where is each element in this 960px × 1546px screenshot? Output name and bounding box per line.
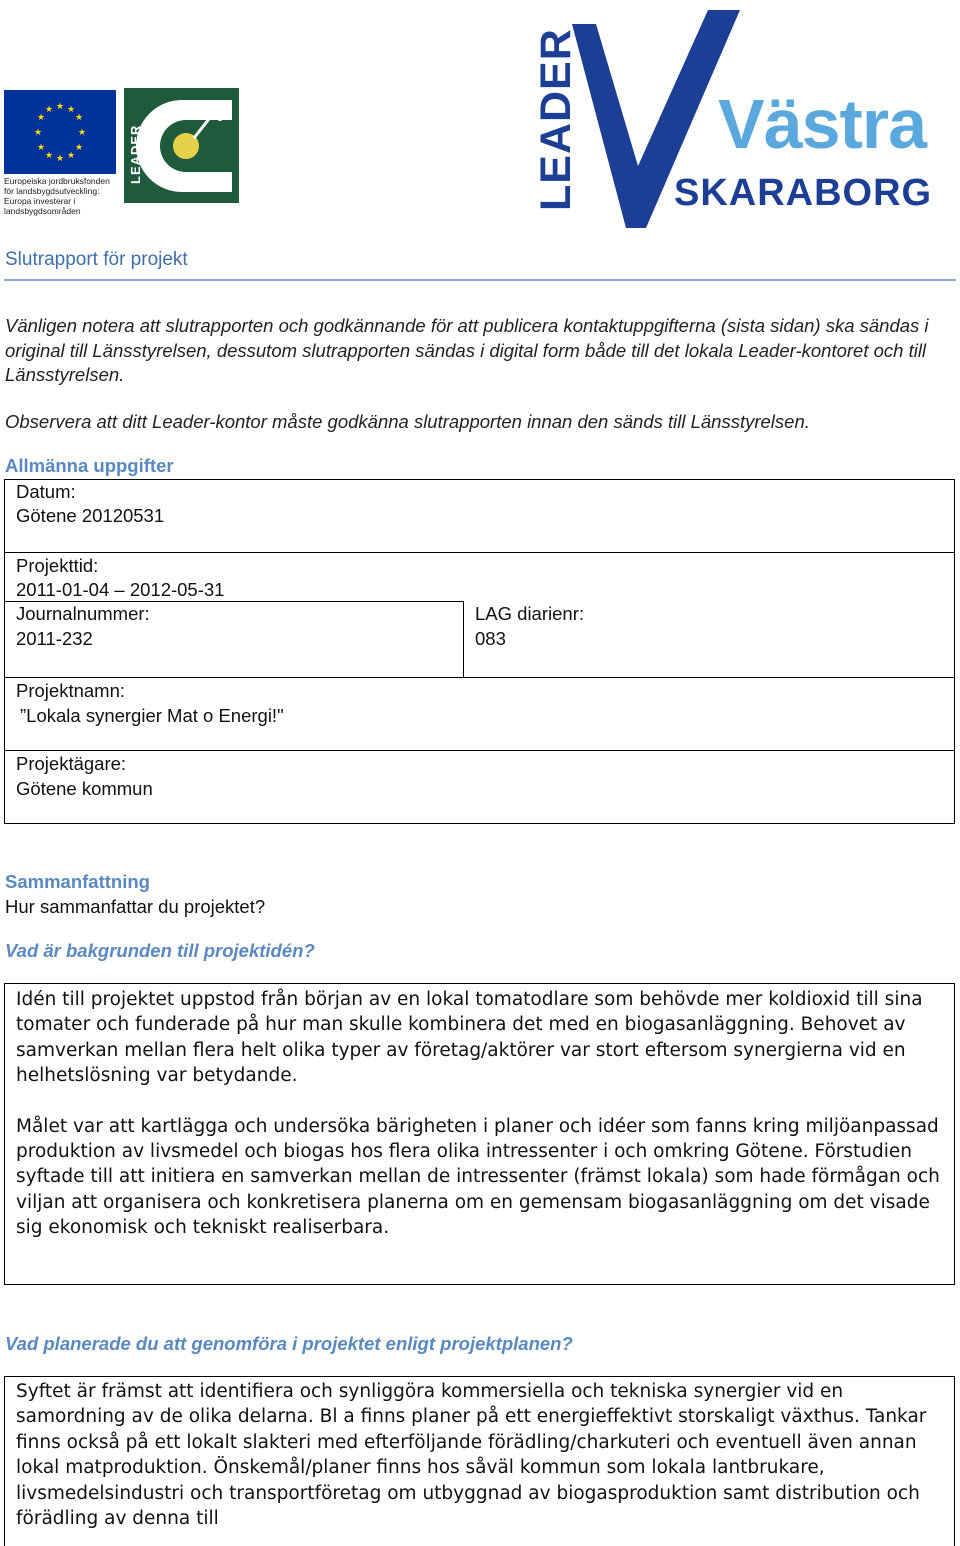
datum-label: Datum: xyxy=(16,481,76,502)
summary-question: Hur sammanfattar du projektet? xyxy=(5,896,266,917)
table-divider xyxy=(5,677,954,678)
general-info-table xyxy=(4,479,955,824)
datum-value: Götene 20120531 xyxy=(16,505,165,526)
approval-note: Observera att ditt Leader-kontor måste godkänna slutrapporten innan den sänds till Länsstyrelsen. xyxy=(5,411,810,432)
projektnamn-label: Projektnamn: xyxy=(16,680,125,701)
title-divider xyxy=(4,279,956,281)
svg-text:★: ★ xyxy=(36,143,46,153)
svg-text:★: ★ xyxy=(74,143,84,153)
page-title: Slutrapport för projekt xyxy=(5,249,188,270)
vastra-skaraborg-logo xyxy=(528,6,932,232)
background-paragraph: Målet var att kartlägga och undersöka bärigheten i planer och idéer som fanns kring miljöanpassad produktion av livsmedel och biogas hos flera olika intressenter i och omkring Götene. Förstudien syftade till att initiera en samverkan mellan de intressenter (främst lokala) som hade förmågan och viljan att organisera och konkretisera planerna om en gemensam biogasanläggning om det visade sig ekonomisk och tekniskt realiserbara. xyxy=(16,1115,940,1239)
table-divider xyxy=(5,601,464,602)
eu-flag-icon xyxy=(4,90,116,174)
leader-small-text xyxy=(128,162,143,184)
summary-heading: Sammanfattning xyxy=(5,871,150,892)
journal-label: Journalnummer: xyxy=(16,603,150,624)
table-divider xyxy=(463,601,464,677)
svg-text:★: ★ xyxy=(44,105,54,115)
projektnamn-value: ”Lokala synergier Mat o Energi!" xyxy=(20,705,284,726)
agare-label: Projektägare: xyxy=(16,753,127,774)
svg-text:★: ★ xyxy=(44,151,54,161)
svg-text:★: ★ xyxy=(55,102,65,112)
table-divider xyxy=(5,750,954,751)
svg-text:★: ★ xyxy=(36,113,46,123)
svg-text:★: ★ xyxy=(66,105,76,115)
agare-value: Götene kommun xyxy=(16,778,153,799)
instruction-note: Vänligen notera att slutrapporten och godkännande för att publicera kontaktuppgifterna (sista sidan) ska sändas i original till Länsstyrelsen, dessutom slutrapporten sändas i digital form både till det lokala Leader-kontoret och till Länsstyrelsen. xyxy=(5,315,929,385)
background-heading: Vad är bakgrunden till projektidén? xyxy=(5,940,315,961)
eu-stars-icon xyxy=(4,90,116,174)
general-heading: Allmänna uppgifter xyxy=(5,455,174,476)
vastra-text: Västra xyxy=(718,85,927,163)
lag-value: 083 xyxy=(475,628,506,649)
leader-vertical-text: LEADER xyxy=(532,28,580,211)
eu-caption: Europeiska jordbruksfonden för landsbygdsutveckling: Europa investerar i landsbygdsområden xyxy=(4,176,110,216)
projekttid-value: 2011-01-04 – 2012-05-31 xyxy=(16,579,225,600)
plan-paragraph: Syftet är främst att identifiera och synliggöra kommersiella och tekniska synergier vid en samordning av de olika delarna. Bl a finns planer på ett energieffektivt storskaligt växthus. Tankar finns också på ett lokalt slakteri med efterföljande förädling/charkuteri och eventuell även annan lokal matproduktion. Önskemål/planer finns hos såväl kommun som lokala lantbrukare, livsmedelsindustri och transportföretag om utbyggnad av biogasproduktion samt distribution och förädling av denna till xyxy=(16,1381,927,1530)
projekttid-label: Projekttid: xyxy=(16,555,99,576)
svg-text:★: ★ xyxy=(66,151,76,161)
journal-value: 2011-232 xyxy=(16,628,93,649)
leader-logo xyxy=(124,88,239,203)
skaraborg-text: SKARABORG xyxy=(674,172,933,214)
lag-label: LAG diarienr: xyxy=(475,603,584,624)
eu-logo xyxy=(4,90,120,216)
background-paragraph: Idén till projektet uppstod från början av en lokal tomatodlare som behövde mer koldioxid till sina tomater och funderade på hur man skulle kombinera det med en biogasanläggning. Behovet av samverkan mellan flera helt olika typer av företag/aktörer var stort eftersom synergierna vid en helhetslösning var betydande. xyxy=(16,989,923,1087)
table-divider xyxy=(5,552,954,553)
plan-answer-box xyxy=(4,1376,955,1546)
background-answer-box xyxy=(4,983,955,1285)
svg-text:★: ★ xyxy=(55,154,65,164)
plan-heading: Vad planerade du att genomföra i projektet enligt projektplanen? xyxy=(5,1333,573,1354)
svg-text:★: ★ xyxy=(33,128,43,138)
svg-text:★: ★ xyxy=(74,113,84,123)
svg-text:★: ★ xyxy=(77,128,87,138)
